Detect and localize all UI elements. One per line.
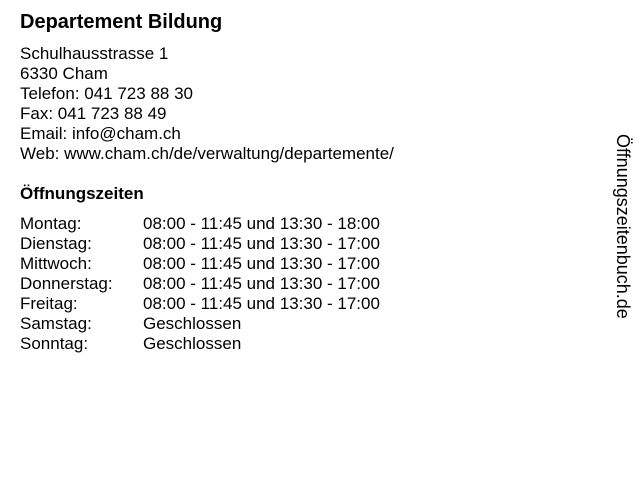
hours-day: Mittwoch:: [20, 254, 92, 273]
hours-day: Sonntag:: [20, 334, 89, 353]
email-line: Email: info@cham.ch: [20, 124, 181, 143]
hours-time: 08:00 - 11:45 und 13:30 - 18:00: [143, 214, 380, 233]
hours-time: 08:00 - 11:45 und 13:30 - 17:00: [143, 294, 380, 313]
hours-day: Freitag:: [20, 294, 78, 313]
street-line: Schulhausstrasse 1: [20, 44, 169, 63]
hours-time: Geschlossen: [143, 314, 242, 333]
fax-line: Fax: 041 723 88 49: [20, 104, 167, 123]
hours-time: 08:00 - 11:45 und 13:30 - 17:00: [143, 254, 380, 273]
page-title: Departement Bildung: [20, 11, 223, 33]
hours-time: Geschlossen: [143, 334, 242, 353]
site-watermark: Öffnungszeitenbuch.de: [613, 134, 633, 319]
phone-line: Telefon: 041 723 88 30: [20, 84, 193, 103]
hours-time: 08:00 - 11:45 und 13:30 - 17:00: [143, 274, 380, 293]
hours-day: Samstag:: [20, 314, 92, 333]
city-line: 6330 Cham: [20, 64, 108, 83]
opening-hours-heading: Öffnungszeiten: [20, 184, 144, 203]
hours-day: Dienstag:: [20, 234, 92, 253]
hours-day: Donnerstag:: [20, 274, 113, 293]
address-block: [20, 44, 394, 164]
hours-time: 08:00 - 11:45 und 13:30 - 17:00: [143, 234, 380, 253]
hours-day: Montag:: [20, 214, 82, 233]
web-line: Web: www.cham.ch/de/verwaltung/departemente/: [20, 144, 394, 163]
